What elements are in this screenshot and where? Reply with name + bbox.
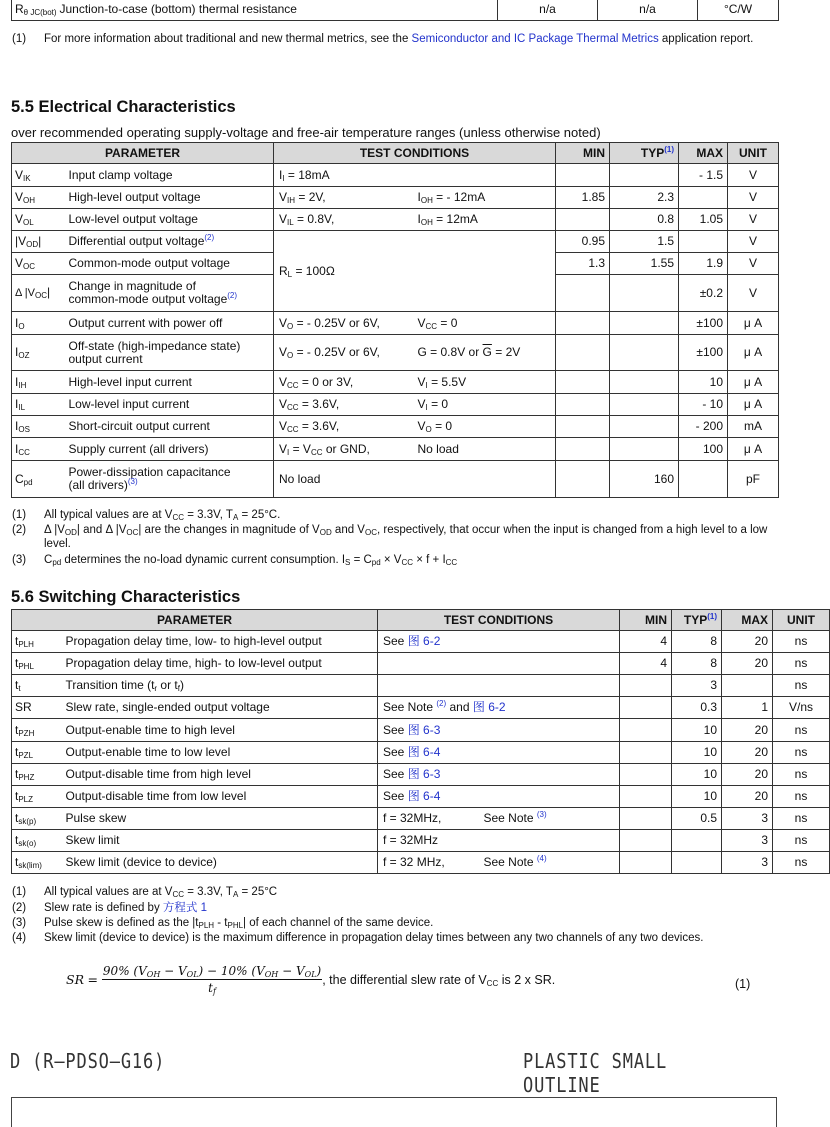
figure-link[interactable]: 图 6-2 <box>472 700 506 714</box>
thermal-footnote-1: (1) For more information about traditional and new thermal metrics, see the Semiconductor and IC Package Thermal Metrics application report. <box>12 33 754 45</box>
package-title-right: PLASTIC SMALL OUTLINE <box>523 1049 668 1097</box>
table-row: Δ $|V_{OC}|$ Change in magnitude of common-mode output voltage$^{(2)}$ ±0.2 V <box>12 275 779 312</box>
header-typ: TYP$^{(1)}$ <box>610 143 679 164</box>
table-row: $t_{sk(o)}$ Skew limit f = 32MHz 3 ns <box>12 830 830 852</box>
table-row: $t_{sk(lim)}$ Skew limit (device to device) f = 32 MHz, See Note $^{(4)}$ 3 ns <box>12 852 830 874</box>
header-max: MAX <box>722 610 773 631</box>
switching-footnote-4: (4) Skew limit (device to device) is the maximum difference in propagation delay times between any two channels of any two devices. <box>12 932 704 944</box>
table-row <box>12 0 779 21</box>
table-row: $V_{OH}$ High-level output voltage $V_{IH} = 2V$, $I_{OH}$ = - 12mA 1.85 2.3 V <box>12 187 779 209</box>
table-header-row <box>12 610 830 631</box>
package-drawing-frame <box>11 1097 777 1127</box>
electrical-characteristics-table <box>11 142 779 498</box>
figure-link[interactable]: 图 6-3 <box>407 722 441 737</box>
table-row: $I_O$ Output current with power off $V_O$ = - 0.25V or 6V, $V_{CC} = 0$ ±100 μ A <box>12 312 779 335</box>
thermal-unit: °C/W <box>698 0 779 21</box>
section-title-switching: 5.6 Switching Characteristics <box>11 588 241 606</box>
table-row: $I_{OS}$ Short-circuit output current $V_{CC} = 3.6V$, $V_O = 0$ - 200 mA <box>12 416 779 438</box>
table-header-row <box>12 143 779 164</box>
switching-footnote-2: (2) Slew rate is defined by 方程式 1 <box>12 902 207 914</box>
electrical-footnote-3: (3) $C_{pd}$ determines the no-load dynamic current consumption. $I_S = C_{pd} \times V_{CC} \times f + I_{CC}$ <box>12 554 458 567</box>
equation-number: (1) <box>735 977 751 991</box>
package-title-left: D (R–PDSO–G16) <box>10 1049 166 1073</box>
table-row: $t_{PHZ}$ Output-disable time from high level See 图 6-3 10 20 ns <box>12 764 830 786</box>
header-test-conditions: TEST CONDITIONS <box>274 143 556 164</box>
figure-link[interactable]: 图 6-2 <box>407 634 441 648</box>
table-row: SR Slew rate, single-ended output voltage See Note $^{(2)}$ and 图 6-2 0.3 1 V/ns <box>12 697 830 719</box>
table-row: $t_t$ Transition time ($t_r$ or $t_f$) 3 ns <box>12 675 830 697</box>
equation-fraction: $\frac{90\% (V_{OH} - V_{OL}) - 10\% (V_{OH} - V_{OL})}{t_f}$ <box>102 964 322 996</box>
header-unit: UNIT <box>773 610 830 631</box>
figure-link[interactable]: 图 6-3 <box>407 767 441 781</box>
thermal-value-2: n/a <box>598 0 698 21</box>
figure-link[interactable]: 图 6-4 <box>407 789 441 803</box>
header-parameter: PARAMETER <box>12 610 378 631</box>
header-typ: TYP$^{(1)}$ <box>672 610 722 631</box>
slew-rate-equation: SR = $\frac{90\% (V_{OH} - V_{OL}) - 10\% (V_{OH} - V_{OL})}{t_f}$ , the differential slew rate of $V_{CC}$ is 2 x SR. <box>66 964 556 996</box>
table-row: $V_{OL}$ Low-level output voltage $V_{IL} = 0.8V$, $I_{OH} = 12mA$ 0.8 1.05 V <box>12 209 779 231</box>
section-subtitle-electrical: over recommended operating supply-voltage and free-air temperature ranges (unless otherwise noted) <box>11 125 601 140</box>
switching-footnote-3: (3) Pulse skew is defined as the $|t_{PLH} - t_{PHL}|$ of each channel of the same device. <box>12 917 434 930</box>
table-row: $I_{OZ}$ Off-state (high-impedance state) output current $V_O$ = - 0.25V or 6V, G = 0.8V or $\overline{G} = 2V$ ±100 μ A <box>12 335 779 371</box>
header-unit: UNIT <box>728 143 779 164</box>
table-row: $t_{PZH}$ Output-enable time to high level See 图 6-3 10 20 ns <box>12 719 830 742</box>
section-title-electrical: 5.5 Electrical Characteristics <box>11 98 236 116</box>
equation-link[interactable]: 方程式 1 <box>162 902 207 914</box>
table-row: $t_{PZL}$ Output-enable time to low level See 图 6-4 10 20 ns <box>12 742 830 764</box>
table-row: $|V_{OD}|$ Differential output voltage$^{(2)}$ $R_L = 100\Omega$ 0.95 1.5 V <box>12 231 779 253</box>
thermal-symbol: $R_{\theta JC(bot)}$ <box>12 0 58 21</box>
header-min: MIN <box>556 143 610 164</box>
merged-condition-rl: $R_L = 100\Omega$ <box>274 231 556 312</box>
header-max: MAX <box>679 143 728 164</box>
electrical-footnote-2: (2) Δ $|V_{OD}|$ and Δ $|V_{OC}|$ are the changes in magnitude of $V_{OD}$ and $V_{OC}$, respectively, that occur when the input is changed from a high level to a low level. <box>12 524 768 550</box>
table-row: $V_{OC}$ Common-mode output voltage 1.3 1.55 1.9 V <box>12 253 779 275</box>
thermal-description: Junction-to-case (bottom) thermal resistance <box>58 0 498 21</box>
switching-characteristics-table <box>11 609 830 874</box>
table-row: $t_{sk(p)}$ Pulse skew f = 32MHz, See Note $^{(3)}$ 0.5 3 ns <box>12 808 830 830</box>
header-parameter: PARAMETER <box>12 143 274 164</box>
electrical-footnote-1: (1) All typical values are at $V_{CC} = 3.3V$, $T_A = 25^\circ C$. <box>12 509 281 522</box>
table-row: $I_{CC}$ Supply current (all drivers) $V_I = V_{CC}$ or GND, No load 100 μ A <box>12 438 779 461</box>
table-row: $I_{IL}$ Low-level input current $V_{CC} = 3.6V$, $V_I = 0$ - 10 μ A <box>12 394 779 416</box>
table-row: $C_{pd}$ Power-dissipation capacitance (all drivers)$^{(3)}$ No load 160 pF <box>12 461 779 498</box>
thermal-value-1: n/a <box>498 0 598 21</box>
switching-footnote-1: (1) All typical values are at $V_{CC} = 3.3V$, $T_A = 25^\circ C$ <box>12 886 278 899</box>
table-row: $t_{PHL}$ Propagation delay time, high- to low-level output 4 8 20 ns <box>12 653 830 675</box>
table-row: $t_{PLZ}$ Output-disable time from low level See 图 6-4 10 20 ns <box>12 786 830 808</box>
table-row: $I_{IH}$ High-level input current $V_{CC} = 0$ or 3V, $V_I = 5.5V$ 10 μ A <box>12 371 779 394</box>
table-row: $V_{IK}$ Input clamp voltage $I_I = 18mA$ - 1.5 V <box>12 164 779 187</box>
header-min: MIN <box>620 610 672 631</box>
table-row: $t_{PLH}$ Propagation delay time, low- to high-level output See 图 6-2 4 8 20 ns <box>12 631 830 653</box>
header-test-conditions: TEST CONDITIONS <box>378 610 620 631</box>
figure-link[interactable]: 图 6-4 <box>407 745 441 759</box>
thermal-metrics-link[interactable]: Semiconductor and IC Package Thermal Metrics <box>411 33 659 45</box>
thermal-table-tail <box>11 0 779 21</box>
